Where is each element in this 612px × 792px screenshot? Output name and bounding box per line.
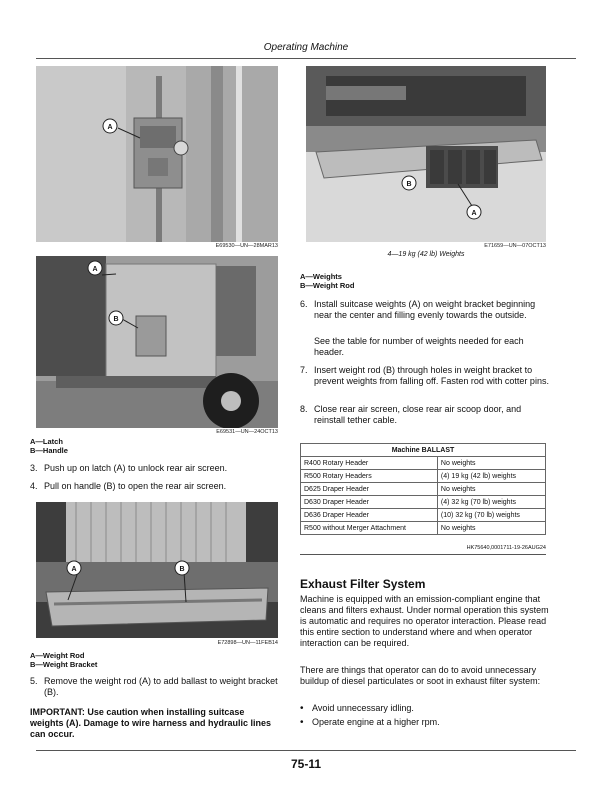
important-note: IMPORTANT: Use caution when installing suitcase weights (A). Damage to wire harness and hydraulic lines can occur.: [30, 707, 272, 739]
step-3: 3. Push up on latch (A) to unlock rear air screen.: [30, 463, 228, 473]
table-row: R400 Rotary Header No weights: [301, 457, 546, 470]
legend-latch-b: B—Handle: [30, 446, 68, 455]
weights-caption: 4—19 kg (42 lb) Weights: [387, 251, 465, 258]
step-6: 6. Install suitcase weights (A) on weight bracket beginning near the center and filling evenly towards the outside.: [300, 299, 536, 320]
exhaust-paragraph-1: Machine is equipped with an emission-compliant engine that cleans and filters exhaust. Under normal operation this system is automatic and requires no operator interaction. Please read this entire section to understand where and when operator interaction can be required.: [300, 594, 549, 648]
legend-weights-a: A—Weights: [300, 272, 342, 281]
footer-rule: [36, 750, 576, 751]
page-number: 75-11: [290, 757, 322, 771]
ballast-table-header: Machine BALLAST: [301, 444, 546, 457]
handle-photo: [36, 256, 278, 428]
step-6-note: See the table for number of weights needed for each header.: [314, 336, 524, 357]
exhaust-paragraph-2: There are things that operator can do to avoid unnecessary buildup of diesel particulates or soot in exhaust filter system:: [300, 665, 541, 686]
document-id: HK75640,0001711-19-26AUG24: [466, 545, 546, 551]
latch-photo-credit: E69530—UN—28MAR13: [215, 243, 278, 249]
table-row: D625 Draper Header No weights: [301, 483, 546, 496]
callout-a: A: [71, 566, 77, 573]
bullet-item: • Avoid unnecessary idling.: [300, 703, 550, 714]
step-5: 5. Remove the weight rod (A) to add ballast to weight bracket (B).: [30, 676, 278, 697]
table-row: R500 Rotary Headers (4) 19 kg (42 lb) weights: [301, 470, 546, 483]
callout-b: B: [406, 181, 412, 188]
table-row: R500 without Merger Attachment No weights: [301, 522, 546, 535]
legend-rod-a: A—Weight Rod: [30, 651, 85, 660]
callout-b: B: [113, 316, 119, 323]
table-row: D630 Draper Header (4) 32 kg (70 lb) weights: [301, 496, 546, 509]
step-8: 8. Close rear air screen, close rear air scoop door, and reinstall tether cable.: [300, 404, 522, 425]
weights-photo: [306, 66, 546, 242]
callout-a: A: [471, 210, 477, 217]
legend-rod-b: B—Weight Bracket: [30, 660, 98, 669]
handle-photo-credit: E69531—UN—24OCT13: [216, 429, 278, 435]
section-title: Exhaust Filter System: [300, 577, 426, 591]
ballast-table: [300, 443, 546, 535]
step-4: 4. Pull on handle (B) to open the rear air screen.: [30, 481, 227, 491]
callout-a: A: [107, 124, 113, 131]
table-row: D636 Draper Header (10) 32 kg (70 lb) weights: [301, 509, 546, 522]
callout-b: B: [179, 566, 185, 573]
weights-legend: [300, 272, 354, 290]
rod-legend: [30, 651, 97, 669]
latch-photo: [36, 66, 278, 242]
section-rule: [300, 554, 546, 555]
step-7: 7. Insert weight rod (B) through holes in weight bracket to prevent weights from falling off. Fasten rod with cotter pins.: [300, 365, 549, 386]
weights-photo-credit: E71659—UN—07OCT13: [484, 243, 546, 249]
bullet-item: • Operate engine at a higher rpm.: [300, 717, 550, 728]
legend-latch-a: A—Latch: [30, 437, 63, 446]
bracket-photo: [36, 502, 278, 638]
latch-legend: [30, 437, 68, 455]
callout-a: A: [92, 266, 98, 273]
legend-weights-b: B—Weight Rod: [300, 281, 355, 290]
running-header: Operating Machine: [263, 42, 349, 53]
bracket-photo-credit: E72898—UN—11FEB14: [217, 640, 278, 646]
header-rule: [36, 58, 576, 59]
